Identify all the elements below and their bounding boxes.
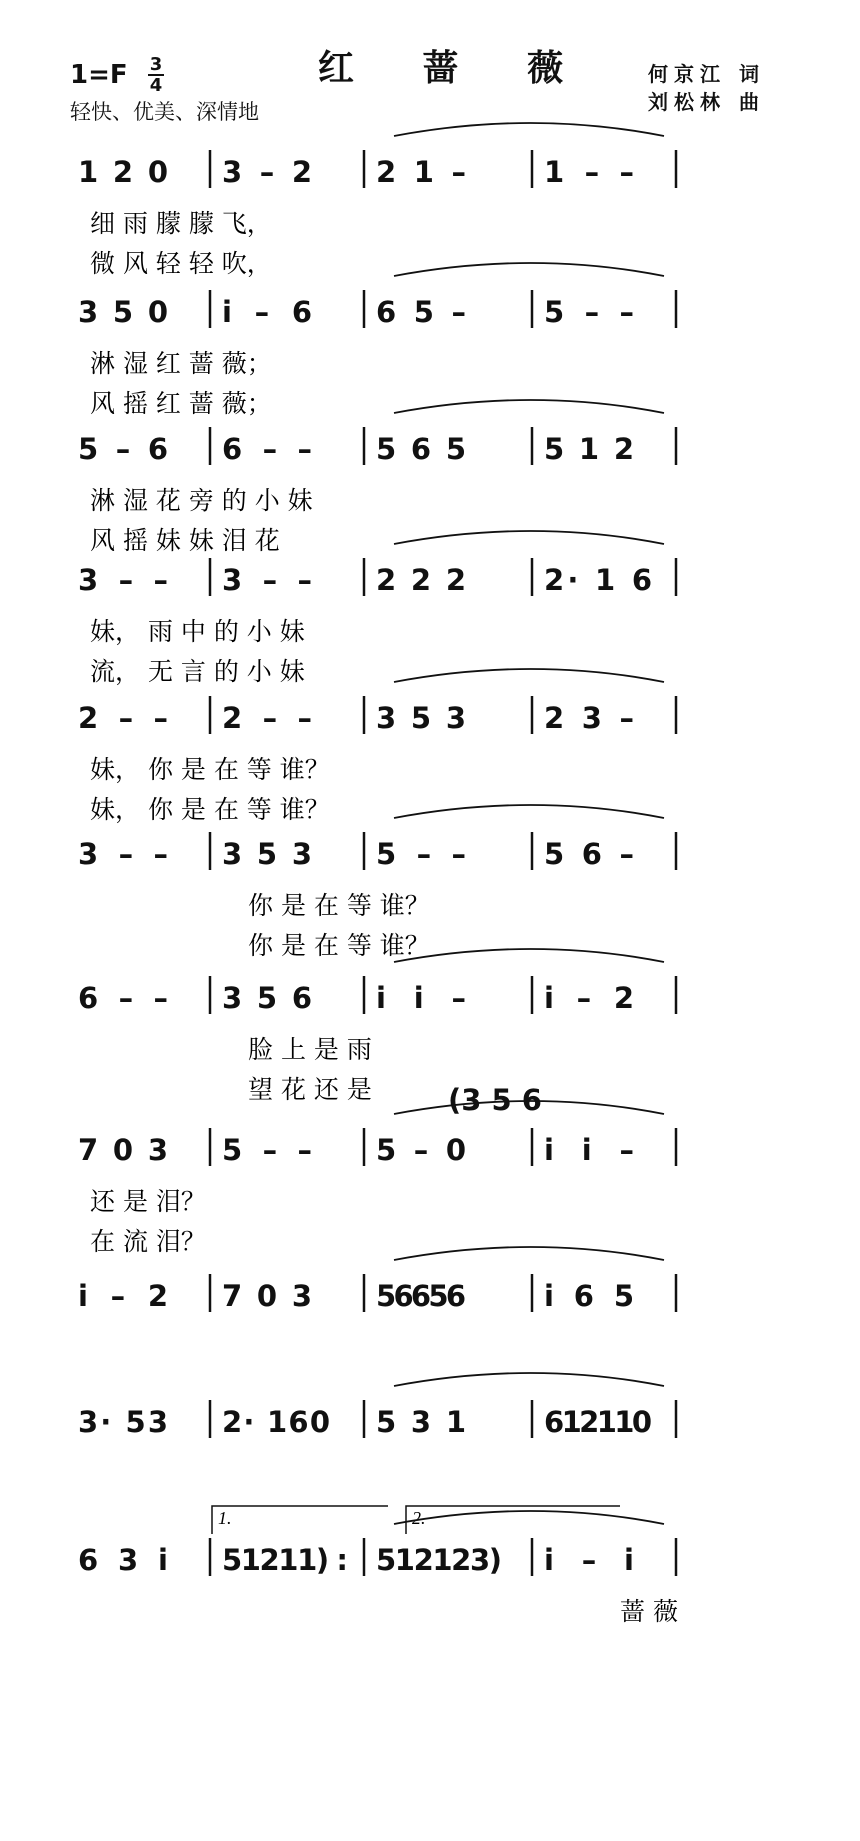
measure-notes: 512123) (376, 1543, 502, 1577)
measure-notes: 1 – – (544, 155, 634, 189)
lyric-line: 流， 无 言 的 小 妹 (90, 657, 305, 686)
measure-notes: 3· 53 (78, 1405, 168, 1439)
measure-notes: i – 2 (544, 981, 634, 1015)
lyric-line: 淋 湿 花 旁 的 小 妹 (90, 486, 313, 515)
measure-notes: 7 0 3 (78, 1133, 168, 1167)
measure-notes: 51211) : (222, 1543, 348, 1577)
measure-notes: 5 – – (222, 1133, 312, 1167)
measure-notes: 5 – 6 (78, 432, 168, 466)
lyric-line: 风 摇 妹 妹 泪 花 (90, 526, 280, 555)
key-signature: 1=F (70, 60, 128, 90)
lyric-line: 妹， 你 是 在 等 谁？ (90, 795, 330, 824)
lyricist-credit: 何京江 词 (648, 62, 765, 86)
measure-notes: 5 – 0 (376, 1133, 466, 1167)
measure-notes: 6 – – (78, 981, 168, 1015)
measure-notes: 3 – 2 (222, 155, 312, 189)
measure-notes: 5 – – (544, 295, 634, 329)
meter-top: 3 (149, 54, 163, 75)
measure-notes: 3 5 0 (78, 295, 168, 329)
slur (394, 1511, 664, 1524)
lyric-line: 你 是 在 等 谁？ (248, 931, 430, 960)
lyric-line: 风 摇 红 蔷 薇； (90, 389, 272, 418)
measure-notes: 56656 (376, 1279, 466, 1313)
meter-bottom: 4 (149, 75, 163, 96)
measure-notes: 612110 (544, 1405, 652, 1439)
slur (394, 531, 664, 544)
measure-notes: 2 1 – (376, 155, 466, 189)
lyric-line: 妹， 你 是 在 等 谁？ (90, 755, 330, 784)
ending-2: 2. (412, 1508, 426, 1528)
measure-notes: 1 2 0 (78, 155, 168, 189)
lyric-line: 脸 上 是 雨 (248, 1035, 372, 1064)
measure-notes: i i – (376, 981, 466, 1015)
slur (394, 949, 664, 962)
lyric-line: 望 花 还 是 (248, 1075, 372, 1104)
measure-notes: 2· 160 (222, 1405, 330, 1439)
slur (394, 669, 664, 682)
measure-notes: i i – (544, 1133, 634, 1167)
lyric-line: 淋 湿 红 蔷 薇； (90, 349, 272, 378)
lyric-line: 细 雨 朦 朦 飞， (90, 209, 272, 238)
composer-credit: 刘松林 曲 (648, 90, 765, 114)
measure-notes: 2· 1 6 (544, 563, 652, 597)
measure-notes: 2 – – (222, 701, 312, 735)
measure-notes: 5 – – (376, 837, 466, 871)
measure-notes: 5 6 5 (376, 432, 466, 466)
measure-notes: i 6 5 (544, 1279, 634, 1313)
measure-notes: 3 – – (78, 563, 168, 597)
measure-notes: 3 5 3 (376, 701, 466, 735)
measure-notes: 6 5 – (376, 295, 466, 329)
tempo-marking: 轻快、优美、深情地 (70, 100, 259, 124)
measure-notes: 6 – – (222, 432, 312, 466)
measure-notes: 2 – – (78, 701, 168, 735)
measure-notes: i – i (544, 1543, 634, 1577)
measure-notes: 7 0 3 (222, 1279, 312, 1313)
slur (394, 123, 664, 136)
repeat-paren: (3 5 6 (448, 1083, 542, 1117)
lyric-line: 妹， 雨 中 的 小 妹 (90, 617, 305, 646)
slur (394, 400, 664, 413)
measure-notes: 5 1 2 (544, 432, 634, 466)
measure-notes: 2 2 2 (376, 563, 466, 597)
measure-notes: i – 6 (222, 295, 312, 329)
slur (394, 805, 664, 818)
ending-1: 1. (218, 1508, 232, 1528)
measure-notes: 3 – – (222, 563, 312, 597)
measure-notes: 5 3 1 (376, 1405, 466, 1439)
lyric-line: 微 风 轻 轻 吹， (90, 249, 272, 278)
measure-notes: 3 5 6 (222, 981, 312, 1015)
measure-notes: 5 6 – (544, 837, 634, 871)
lyric-line: 蔷 薇 (620, 1597, 678, 1626)
lyric-line: 还 是 泪？ (90, 1187, 206, 1216)
slur (394, 1247, 664, 1260)
song-title: 红 蔷 薇 (318, 47, 592, 89)
measure-notes: 6 3 i (78, 1543, 168, 1577)
measure-notes: 2 3 – (544, 701, 634, 735)
measure-notes: 3 5 3 (222, 837, 312, 871)
lyric-line: 你 是 在 等 谁？ (248, 891, 430, 920)
slur (394, 1373, 664, 1386)
slur (394, 263, 664, 276)
measure-notes: i – 2 (78, 1279, 168, 1313)
lyric-line: 在 流 泪？ (90, 1227, 206, 1256)
measure-notes: 3 – – (78, 837, 168, 871)
